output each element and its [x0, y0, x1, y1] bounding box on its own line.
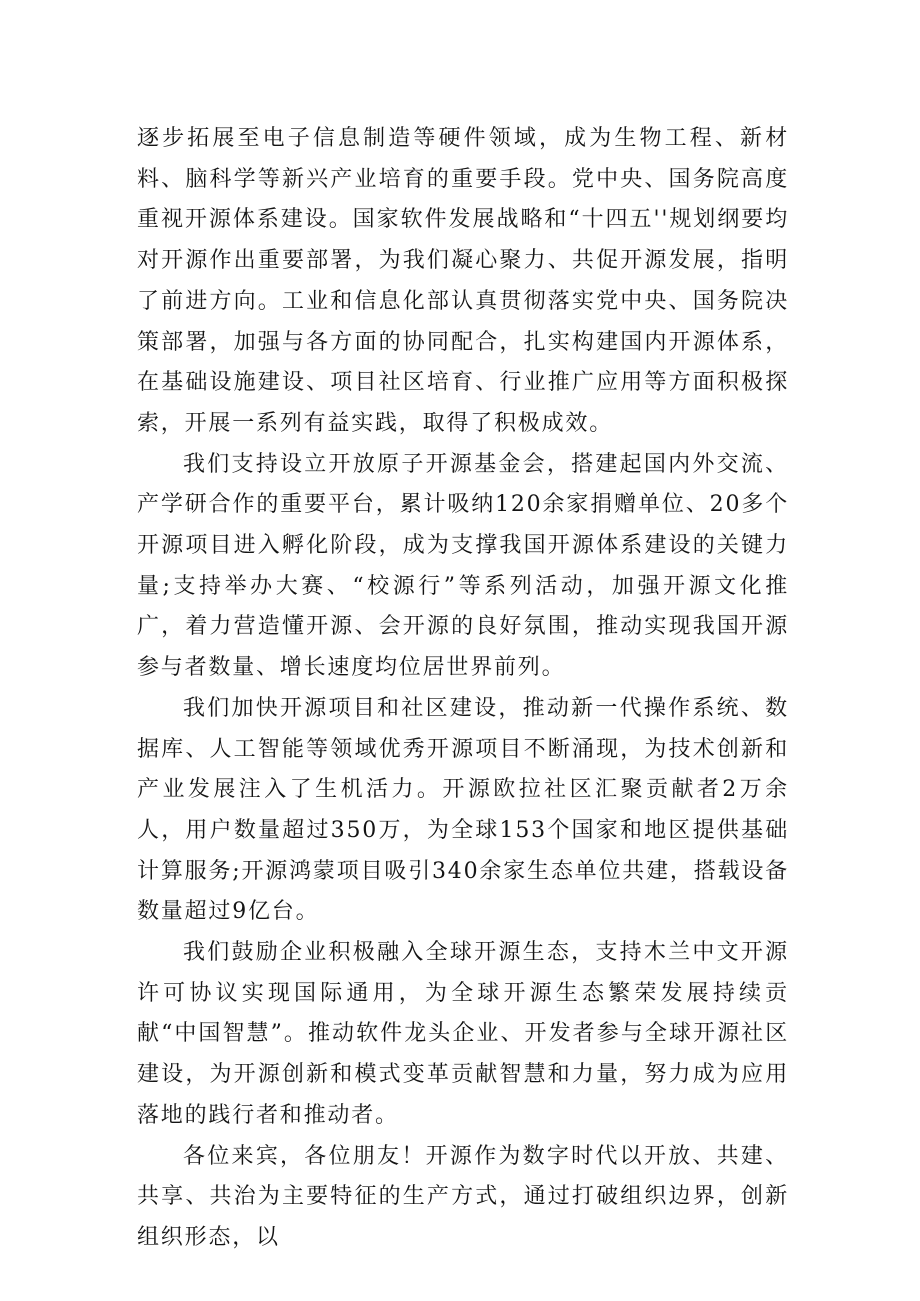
paragraph-3: 我们加快开源项目和社区建设，推动新一代操作系统、数据库、人工智能等领域优秀开源项目不断涌现，为技术创新和产业发展注入了生机活力。开源欧拉社区汇聚贡献者2万余人，用户数量超过350万，为全球153个国家和地区提供基础计算服务;开源鸿蒙项目吸引340余家生态单位共建，搭载设备数量超过9亿台。	[137, 695, 789, 925]
paragraph-4: 我们鼓励企业积极融入全球开源生态，支持木兰中文开源许可协议实现国际通用，为全球开源生态繁荣发展持续贡献“中国智慧”。推动软件龙头企业、开发者参与全球开源社区建设，为开源创新和模式变革贡献智慧和力量，努力成为应用落地的践行者和推动者。	[137, 940, 789, 1128]
paragraph-2: 我们支持设立开放原子开源基金会，搭建起国内外交流、产学研合作的重要平台，累计吸纳120余家捐赠单位、20多个开源项目进入孵化阶段，成为支撑我国开源体系建设的关键力量;支持举办大赛、“校源行”等系列活动，加强开源文化推广，着力营造懂开源、会开源的良好氛围，推动实现我国开源参与者数量、增长速度均位居世界前列。	[137, 451, 789, 681]
document-body	[137, 119, 789, 1259]
paragraph-1: 逐步拓展至电子信息制造等硬件领域，成为生物工程、新材料、脑科学等新兴产业培育的重要手段。党中央、国务院高度重视开源体系建设。国家软件发展战略和“十四五''规划纲要均对开源作出重要部署，为我们凝心聚力、共促开源发展，指明了前进方向。工业和信息化部认真贯彻落实党中央、国务院决策部署，加强与各方面的协同配合，扎实构建国内开源体系，在基础设施建设、项目社区培育、行业推广应用等方面积极探索，开展一系列有益实践，取得了积极成效。	[137, 126, 789, 436]
paragraph-5: 各位来宾，各位朋友！开源作为数字时代以开放、共建、共享、共治为主要特征的生产方式，通过打破组织边界，创新组织形态，以	[137, 1143, 789, 1250]
